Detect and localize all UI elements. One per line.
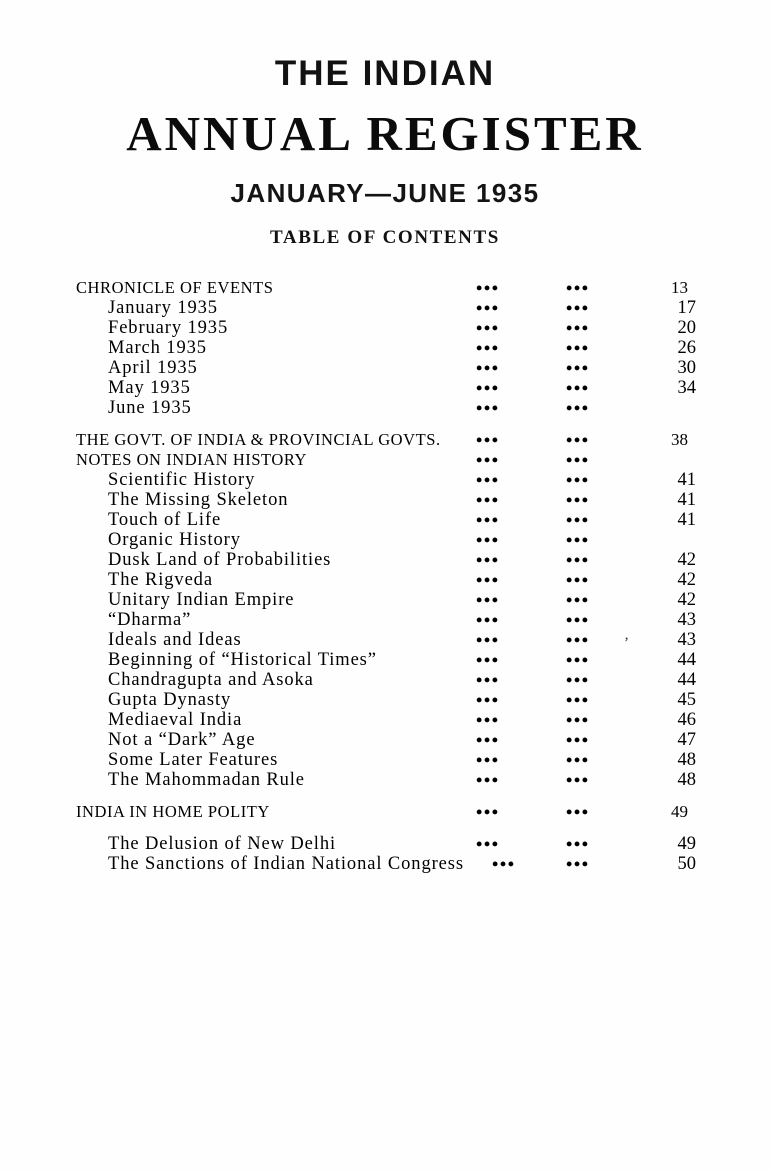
- toc-page-number: 47: [677, 730, 696, 750]
- leader-dots-first: •••: [476, 358, 500, 378]
- scan-speck-artifact: ’: [624, 635, 629, 651]
- toc-entry-label: Unitary Indian Empire: [108, 590, 295, 610]
- leader-dots-first: •••: [476, 338, 500, 358]
- toc-section-row[interactable]: [76, 430, 696, 450]
- leader-dots-first: •••: [476, 470, 500, 490]
- leader-dots-second: •••: [566, 378, 590, 398]
- toc-entry-row[interactable]: [76, 630, 696, 650]
- toc-entry-label: The Rigveda: [108, 570, 213, 590]
- toc-entry-label: Beginning of “Historical Times”: [108, 650, 377, 670]
- toc-page-number: 49: [671, 802, 688, 821]
- toc-entry-label: Scientific History: [108, 470, 256, 490]
- toc-entry-label: Chandragupta and Asoka: [108, 670, 314, 690]
- toc-entry-label: Some Later Features: [108, 750, 279, 770]
- toc-entry-label: NOTES ON INDIAN HISTORY: [76, 450, 307, 469]
- toc-page-number: 43: [677, 610, 696, 630]
- leader-dots-second: •••: [566, 490, 590, 510]
- toc-page-number: 30: [677, 358, 696, 378]
- toc-entry-row[interactable]: [76, 710, 696, 730]
- toc-entry-label: June 1935: [108, 398, 192, 418]
- toc-entry-label: February 1935: [108, 318, 229, 338]
- toc-page-number: 43: [677, 630, 696, 650]
- toc-page-number: 46: [677, 710, 696, 730]
- toc-page-number: 50: [677, 854, 696, 874]
- masthead: [0, 56, 770, 247]
- leader-dots-first: •••: [476, 278, 500, 298]
- toc-page-number: 13: [671, 278, 688, 297]
- toc-page-number: 45: [677, 690, 696, 710]
- leader-dots-first: •••: [476, 590, 500, 610]
- toc-entry-label: The Sanctions of Indian National Congress: [108, 854, 464, 874]
- leader-dots-second: •••: [566, 630, 590, 650]
- toc-entry-label: Touch of Life: [108, 510, 222, 530]
- leader-dots-first: •••: [476, 398, 500, 418]
- toc-entry-row[interactable]: [76, 398, 696, 418]
- toc-entry-label: Not a “Dark” Age: [108, 730, 256, 750]
- toc-entry-row[interactable]: [76, 530, 696, 550]
- toc-entry-label: THE GOVT. OF INDIA & PROVINCIAL GOVTS.: [76, 430, 441, 449]
- leader-dots-first: •••: [476, 298, 500, 318]
- toc-entry-label: The Missing Skeleton: [108, 490, 289, 510]
- leader-dots-first: •••: [476, 690, 500, 710]
- leader-dots-second: •••: [566, 650, 590, 670]
- toc-entry-row[interactable]: [76, 298, 696, 318]
- toc-entry-row[interactable]: [76, 834, 696, 854]
- table-of-contents-heading: TABLE OF CONTENTS: [270, 227, 500, 248]
- leader-dots-first: •••: [476, 510, 500, 530]
- leader-dots-first: •••: [476, 570, 500, 590]
- leader-dots-second: •••: [566, 470, 590, 490]
- leader-dots-first: •••: [476, 770, 500, 790]
- toc-entry-row[interactable]: [76, 854, 696, 874]
- toc-page-number: 20: [677, 318, 696, 338]
- toc-entry-row[interactable]: [76, 730, 696, 750]
- toc-entry-row[interactable]: [76, 750, 696, 770]
- leader-dots-first: •••: [492, 854, 516, 874]
- toc-entry-label: “Dharma”: [108, 610, 192, 630]
- leader-dots-first: •••: [476, 610, 500, 630]
- leader-dots-second: •••: [566, 530, 590, 550]
- toc-entry-label: April 1935: [108, 358, 198, 378]
- toc-page-number: 41: [677, 510, 696, 530]
- toc-entry-label: CHRONICLE OF EVENTS: [76, 278, 274, 297]
- leader-dots-second: •••: [566, 710, 590, 730]
- leader-dots-second: •••: [566, 854, 590, 874]
- toc-page-number: 42: [677, 570, 696, 590]
- toc-page-number: 38: [671, 430, 688, 449]
- leader-dots-second: •••: [566, 450, 590, 470]
- leader-dots-second: •••: [566, 770, 590, 790]
- toc-entry-label: Dusk Land of Probabilities: [108, 550, 332, 570]
- toc-entry-label: May 1935: [108, 378, 191, 398]
- toc-entry-row[interactable]: [76, 610, 696, 630]
- toc-entry-row[interactable]: [76, 690, 696, 710]
- toc-section-row[interactable]: [76, 278, 696, 298]
- toc-entry-label: Ideals and Ideas: [108, 630, 242, 650]
- leader-dots-second: •••: [566, 510, 590, 530]
- leader-dots-second: •••: [566, 750, 590, 770]
- leader-dots-second: •••: [566, 590, 590, 610]
- toc-entry-label: January 1935: [108, 298, 218, 318]
- leader-dots-first: •••: [476, 450, 500, 470]
- toc-entry-row[interactable]: [76, 358, 696, 378]
- leader-dots-second: •••: [566, 570, 590, 590]
- toc-entry-row[interactable]: [76, 590, 696, 610]
- toc-entry-row[interactable]: [76, 570, 696, 590]
- leader-dots-second: •••: [566, 298, 590, 318]
- toc-entry-label: Gupta Dynasty: [108, 690, 232, 710]
- leader-dots-second: •••: [566, 430, 590, 450]
- leader-dots-first: •••: [476, 530, 500, 550]
- leader-dots-first: •••: [476, 670, 500, 690]
- toc-entry-label: Mediaeval India: [108, 710, 243, 730]
- leader-dots-second: •••: [566, 550, 590, 570]
- toc-entry-row[interactable]: [76, 670, 696, 690]
- leader-dots-first: •••: [476, 750, 500, 770]
- leader-dots-first: •••: [476, 490, 500, 510]
- toc-section-row[interactable]: [76, 802, 696, 822]
- leader-dots-second: •••: [566, 670, 590, 690]
- publication-title-line-1: THE INDIAN: [274, 54, 496, 93]
- leader-dots-first: •••: [476, 550, 500, 570]
- leader-dots-second: •••: [566, 338, 590, 358]
- leader-dots-second: •••: [566, 278, 590, 298]
- leader-dots-second: •••: [566, 610, 590, 630]
- toc-page-number: 42: [677, 550, 696, 570]
- toc-section-row[interactable]: [76, 450, 696, 470]
- leader-dots-second: •••: [566, 398, 590, 418]
- toc-entry-row[interactable]: [76, 770, 696, 790]
- toc-entry-label: INDIA IN HOME POLITY: [76, 802, 270, 821]
- toc-entry-row[interactable]: [76, 490, 696, 510]
- toc-page-number: 41: [677, 490, 696, 510]
- toc-entry-label: The Mahommadan Rule: [108, 770, 305, 790]
- leader-dots-second: •••: [566, 730, 590, 750]
- leader-dots-first: •••: [476, 378, 500, 398]
- leader-dots-second: •••: [566, 834, 590, 854]
- leader-dots-second: •••: [566, 358, 590, 378]
- toc-entry-row[interactable]: [76, 338, 696, 358]
- toc-page-number: 41: [677, 470, 696, 490]
- leader-dots-second: •••: [566, 690, 590, 710]
- leader-dots-first: •••: [476, 650, 500, 670]
- toc-entry-label: The Delusion of New Delhi: [108, 834, 337, 854]
- toc-page-number: 42: [677, 590, 696, 610]
- leader-dots-second: •••: [566, 318, 590, 338]
- toc-page-number: 48: [677, 750, 696, 770]
- toc-page-number: 48: [677, 770, 696, 790]
- toc-page-number: 34: [677, 378, 696, 398]
- toc-page-number: 44: [677, 670, 696, 690]
- leader-dots-first: •••: [476, 630, 500, 650]
- toc-page-number: 49: [677, 834, 696, 854]
- toc-page-number: 26: [677, 338, 696, 358]
- leader-dots-second: •••: [566, 802, 590, 822]
- toc-entry-label: Organic History: [108, 530, 241, 550]
- publication-date-range: JANUARY—JUNE 1935: [230, 178, 540, 208]
- leader-dots-first: •••: [476, 802, 500, 822]
- toc-page-number: 17: [677, 298, 696, 318]
- toc-entry-row[interactable]: [76, 550, 696, 570]
- publication-title-line-2: ANNUAL REGISTER: [126, 106, 644, 161]
- toc-page-number: 44: [677, 650, 696, 670]
- toc-entry-row[interactable]: [76, 510, 696, 530]
- table-of-contents-list: [76, 278, 696, 874]
- toc-entry-row[interactable]: [76, 318, 696, 338]
- toc-entry-row[interactable]: [76, 650, 696, 670]
- toc-entry-row[interactable]: [76, 470, 696, 490]
- leader-dots-first: •••: [476, 710, 500, 730]
- toc-entry-label: March 1935: [108, 338, 207, 358]
- leader-dots-first: •••: [476, 730, 500, 750]
- leader-dots-first: •••: [476, 318, 500, 338]
- toc-entry-row[interactable]: [76, 378, 696, 398]
- leader-dots-first: •••: [476, 834, 500, 854]
- leader-dots-first: •••: [476, 430, 500, 450]
